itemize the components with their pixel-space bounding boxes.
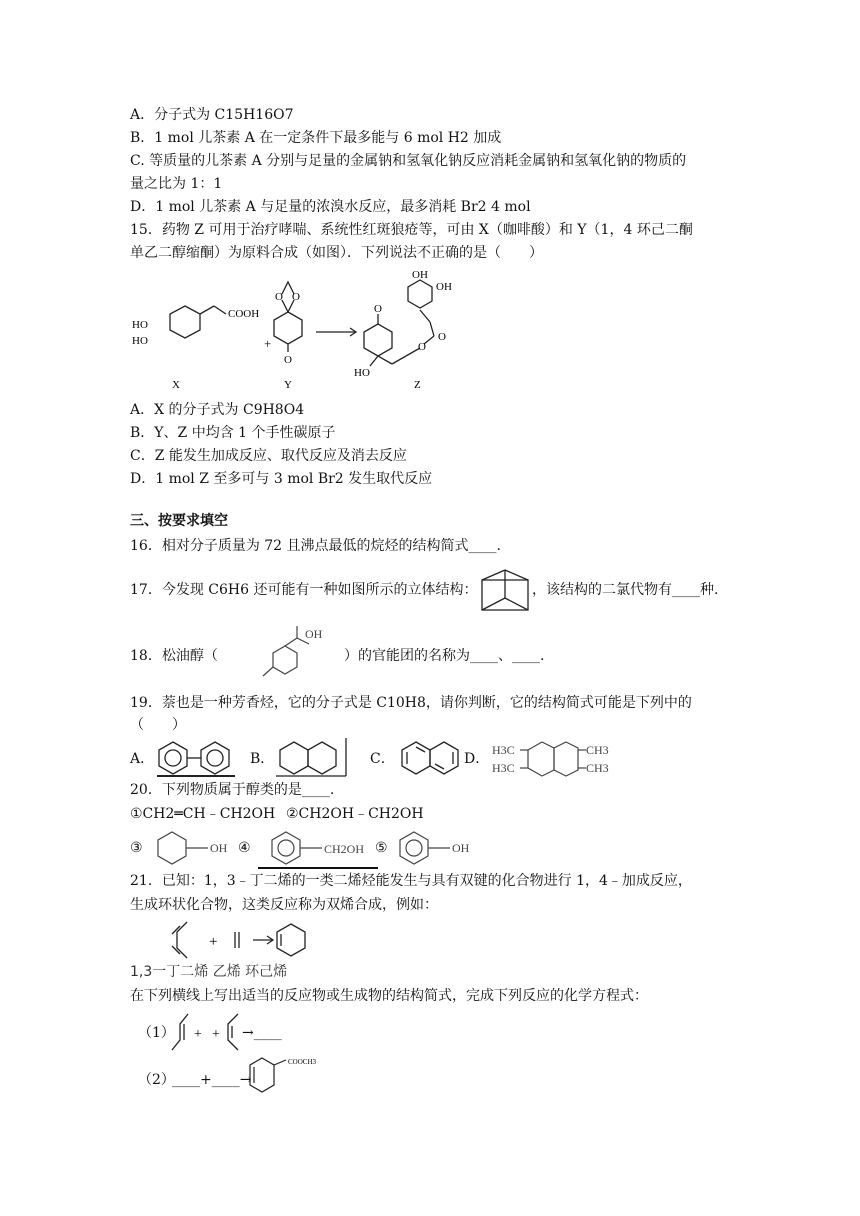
q21-part2-number: （2）	[138, 1072, 175, 1088]
z-oh-top-label: OH	[412, 269, 428, 281]
q18-text-after: ）的官能团的名称为____、____.	[344, 648, 545, 664]
q15-stem-line2: 单乙二醇缩酮）为原料合成（如图）．下列说法不正确的是（ ）	[130, 245, 543, 261]
q19-option-a: A．	[130, 751, 155, 767]
d-ch3-top: CH3	[586, 743, 609, 757]
q20-item-4-number: ④	[238, 840, 251, 856]
section-3-title: 三、按要求填空	[130, 513, 228, 529]
x-ho-top-label: HO	[132, 319, 148, 331]
q17-text-after: ，该结构的二氯代物有____种.	[532, 582, 719, 598]
cyclohexanol-oh: OH	[210, 841, 228, 855]
d-ch3-bottom: CH3	[586, 761, 609, 775]
x-ho-bottom-label: HO	[132, 335, 148, 347]
q21-diels-alder-example	[165, 918, 315, 962]
q20-item-5-phenol	[394, 828, 480, 868]
example-plus: +	[209, 934, 218, 950]
q20-stem: 20．下列物质属于醇类的是____.	[130, 782, 335, 798]
q15-option-a: A．X 的分子式为 C9H8O4	[130, 402, 305, 418]
product-cooch3: COOCH3	[288, 1058, 317, 1066]
q17-text-before: 17．今发现 C6H6 还可能有一种如图所示的立体结构：	[130, 582, 478, 598]
q19-option-b: B．	[250, 751, 275, 767]
q16-text: 16．相对分子质量为 72 且沸点最低的烷烃的结构简式____.	[130, 538, 501, 554]
z-o-label: O	[374, 303, 382, 315]
q21-part2-product	[246, 1052, 330, 1098]
q19-option-d: D．	[464, 751, 490, 767]
z-oh-right-label: OH	[436, 281, 452, 293]
q21-example-captions: 1,3一丁二烯 乙烯 环己烯	[130, 964, 288, 980]
y-o-right-label: O	[292, 291, 300, 303]
q19-option-d-dimethylstyrene[interactable]	[490, 738, 614, 778]
q15-option-b: B．Y、Z 中均含 1 个手性碳原子	[130, 425, 336, 441]
z-ester-o-label: O	[418, 341, 426, 353]
q20-item-3-cyclohexanol	[150, 828, 238, 868]
part1-plus-1: +	[194, 1027, 202, 1042]
d-h3c-bottom: H3C	[492, 761, 515, 775]
q14-option-a: A．分子式为 C15H16O7	[130, 107, 294, 123]
terpineol-oh-label: OH	[305, 627, 323, 641]
q14-option-d: D．1 mol 儿茶素 A 与足量的浓溴水反应，最多消耗 Br2 4 mol	[130, 199, 531, 215]
x-cooh-label: COOH	[228, 308, 260, 320]
benzyl-ch2oh: CH2OH	[324, 842, 365, 856]
q21-part1-arrow-blank: →____	[242, 1025, 282, 1041]
q15-option-d: D．1 mol Z 至多可与 3 mol Br2 发生取代反应	[130, 471, 433, 487]
q21-stem-line1: 21．已知：1，3﹣丁二烯的一类二烯烃能发生与具有双键的化合物进行 1，4﹣加成反应，	[130, 873, 692, 889]
terpineol-structure	[245, 624, 345, 680]
q18-text-before: 18．松油醇（	[130, 648, 218, 664]
plus-sign: +	[264, 336, 272, 351]
d-h3c-top: H3C	[492, 743, 515, 757]
compound-x-label: X	[172, 379, 180, 391]
q15-synthesis-scheme	[130, 266, 470, 394]
prismane-structure	[480, 568, 530, 612]
q20-item-1: ①CH2═CH﹣CH2OH	[130, 806, 276, 822]
q21-instruction: 在下列横线上写出适当的反应物或生成物的结构简式，完成下列反应的化学方程式：	[130, 988, 648, 1004]
phenol-oh: OH	[452, 841, 470, 855]
q14-option-c-line2: 量之比为 1：1	[130, 176, 223, 192]
q14-option-b: B．1 mol 儿茶素 A 在一定条件下最多能与 6 mol H2 加成	[130, 130, 502, 146]
q20-item-5-number: ⑤	[375, 840, 388, 856]
compound-x-structure	[170, 306, 226, 338]
q21-stem-line2: 生成环状化合物，这类反应称为双烯合成，例如：	[130, 897, 438, 913]
q14-option-c-line1: C. 等质量的儿茶素 A 分别与足量的金属钠和氢氧化钠反应消耗金属钠和氢氧化钠的物质的	[130, 153, 687, 169]
q20-item-2: ②CH2OH﹣CH2OH	[286, 806, 424, 822]
compound-z-structure	[364, 280, 434, 366]
z-ho-label: HO	[354, 367, 370, 379]
q19-option-c-naphthalene[interactable]	[398, 738, 464, 778]
y-o-left-label: O	[275, 291, 283, 303]
compound-z-label: Z	[414, 379, 421, 391]
q15-stem-line1: 15．药物 Z 可用于治疗哮喘、系统性红斑狼疮等，可由 X（咖啡酸）和 Y（1，4 环己二酮	[130, 222, 693, 238]
q19-stem-line1: 19．萘也是一种芳香烃，它的分子式是 C10H8，请你判断，它的结构简式可能是下列中的	[130, 695, 692, 711]
y-o-bottom-label: O	[284, 354, 292, 366]
q19-option-a-biphenyl[interactable]	[155, 738, 239, 778]
q15-option-c: C．Z 能发生加成反应、取代反应及消去反应	[130, 448, 407, 464]
z-carbonyl-o-label: O	[438, 331, 446, 343]
q21-part2-blanks: ____+____→	[172, 1072, 252, 1088]
part1-plus-2: +	[212, 1027, 220, 1042]
q19-option-b-spiro[interactable]	[274, 736, 350, 778]
compound-y-label: Y	[284, 379, 292, 391]
q20-item-3-number: ③	[130, 840, 143, 856]
q19-stem-line2: （ ）	[130, 717, 186, 733]
q19-option-c: C．	[370, 751, 395, 767]
reaction-arrow	[316, 328, 356, 336]
q21-part1-number: （1）	[138, 1025, 175, 1041]
q20-item-4-benzyl-alcohol	[258, 826, 388, 870]
